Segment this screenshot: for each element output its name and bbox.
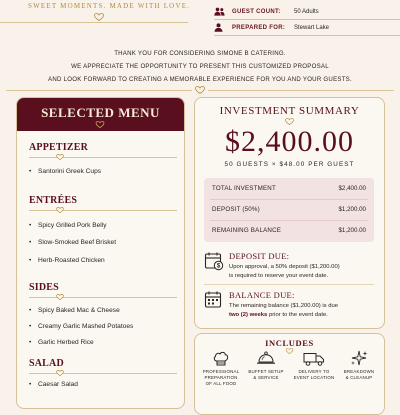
- heart-icon: [56, 370, 64, 376]
- menu-item: • Herb-Roasted Chicken: [29, 257, 105, 264]
- delivery-truck-icon: [303, 350, 325, 367]
- divider: [6, 90, 192, 91]
- selected-menu-title: SELECTED MENU: [17, 98, 184, 131]
- balance-due-emphasis: two (2) weeks: [229, 312, 268, 318]
- deposit-due-title: DEPOSIT DUE:: [229, 251, 290, 261]
- person-icon: [214, 23, 223, 32]
- menu-item: • Caesar Salad: [29, 381, 78, 388]
- heart-icon: [56, 154, 64, 160]
- sparkle-icon: [349, 350, 369, 367]
- price-row: [212, 199, 366, 220]
- section-title-entrees: ENTRÉES: [29, 195, 78, 206]
- prepared-for-value: Stewart Lake: [294, 24, 330, 31]
- include-label-line: BREAKDOWN: [343, 369, 375, 374]
- include-label-line: & SERVICE: [253, 375, 279, 380]
- price-label: REMAINING BALANCE: [212, 227, 282, 234]
- balance-due-line: [229, 311, 379, 320]
- calendar-dollar-icon: [204, 251, 224, 271]
- investment-summary-card: [194, 97, 385, 329]
- investment-breakdown: 50 GUESTS × $48.00 PER GUEST: [224, 161, 355, 168]
- include-label-line: DELIVERY TO: [298, 369, 330, 374]
- price-table: [204, 178, 374, 242]
- includes-card: [194, 333, 385, 415]
- heart-icon: [94, 13, 104, 21]
- divider: [214, 19, 400, 20]
- intro-text: [20, 47, 380, 86]
- deposit-due-text: [229, 263, 379, 281]
- include-item: [198, 350, 244, 387]
- investment-summary-title: INVESTMENT SUMMARY: [219, 105, 360, 117]
- chef-hat-icon: [212, 350, 230, 367]
- menu-item: • Santorini Greek Cups: [29, 168, 101, 175]
- section-rule: [29, 373, 177, 374]
- section-title-appetizer: APPETIZER: [29, 142, 89, 153]
- include-label-line: EVENT LOCATION: [293, 375, 335, 380]
- include-label: [336, 369, 382, 381]
- include-label-line: OF ALL FOOD: [205, 381, 237, 386]
- price-value: $1,200.00: [338, 227, 366, 234]
- price-label: DEPOSIT (50%): [212, 206, 260, 213]
- prepared-for-label: PREPARED FOR:: [232, 24, 286, 31]
- heart-icon: [56, 294, 64, 300]
- section-rule: [29, 157, 177, 158]
- menu-item: • Garlic Herbed Rice: [29, 339, 94, 346]
- svg-text:$: $: [216, 263, 221, 270]
- include-label-line: BUFFET SETUP: [248, 369, 284, 374]
- include-label-line: & CLEANUP: [345, 375, 373, 380]
- include-label: [291, 369, 337, 381]
- divider: [214, 35, 400, 36]
- cloche-icon: [256, 350, 276, 367]
- menu-item: • Creamy Garlic Mashed Potatoes: [29, 323, 133, 330]
- balance-due-line: The remaining balance ($1,200.00) is due: [229, 303, 339, 309]
- section-rule: [29, 297, 177, 298]
- include-label: [243, 369, 289, 381]
- include-label-line: PREPARATION: [204, 375, 238, 380]
- section-rule: [29, 210, 177, 211]
- include-label: [198, 369, 244, 387]
- deposit-due-line: Upon approval, a 50% deposit ($1,200.00): [229, 264, 340, 270]
- divider: [208, 90, 394, 91]
- price-row: [212, 178, 366, 199]
- deposit-due-line: is required to reserve your event date.: [229, 273, 329, 279]
- guest-count-value: 50 Adults: [294, 8, 319, 15]
- menu-item: • Slow-Smoked Beef Brisket: [29, 239, 116, 246]
- guest-count-label: GUEST COUNT:: [232, 8, 281, 15]
- include-item: [336, 350, 382, 381]
- price-row: [212, 220, 366, 241]
- balance-due-text: [229, 302, 379, 320]
- heart-icon: [95, 121, 105, 128]
- includes-title: INCLUDES: [265, 338, 314, 348]
- price-value: $2,400.00: [338, 185, 366, 192]
- intro-line: WE APPRECIATE THE OPPORTUNITY TO PRESENT THIS CUSTOMIZED PROPOSAL: [71, 63, 329, 70]
- heart-icon: [285, 118, 294, 125]
- price-value: $1,200.00: [338, 206, 366, 213]
- menu-item: • Spicy Baked Mac & Cheese: [29, 307, 120, 314]
- intro-line: THANK YOU FOR CONSIDERING SIMONE B CATERING.: [114, 50, 286, 57]
- tagline: SWEET MOMENTS. MADE WITH LOVE.: [28, 2, 191, 10]
- price-label: TOTAL INVESTMENT: [212, 185, 276, 192]
- divider: [0, 22, 188, 23]
- include-label-line: PROFESSIONAL: [202, 369, 240, 374]
- section-title-sides: SIDES: [29, 282, 59, 293]
- include-item: [291, 350, 337, 381]
- menu-item: • Spicy Grilled Pork Belly: [29, 222, 107, 229]
- heart-icon: [195, 86, 205, 94]
- guests-icon: [214, 7, 225, 16]
- balance-due-title: BALANCE DUE:: [229, 290, 295, 300]
- divider: [204, 284, 374, 285]
- include-item: [243, 350, 289, 381]
- heart-icon: [56, 207, 64, 213]
- investment-total-amount: $2,400.00: [225, 125, 354, 158]
- intro-line: AND LOOK FORWARD TO CREATING A MEMORABLE EXPERIENCE FOR YOU AND YOUR GUESTS.: [48, 76, 352, 83]
- calendar-icon: [204, 290, 222, 308]
- balance-due-rest: prior to the event date.: [267, 312, 328, 318]
- section-title-salad: SALAD: [29, 358, 64, 369]
- selected-menu-card: [16, 97, 185, 409]
